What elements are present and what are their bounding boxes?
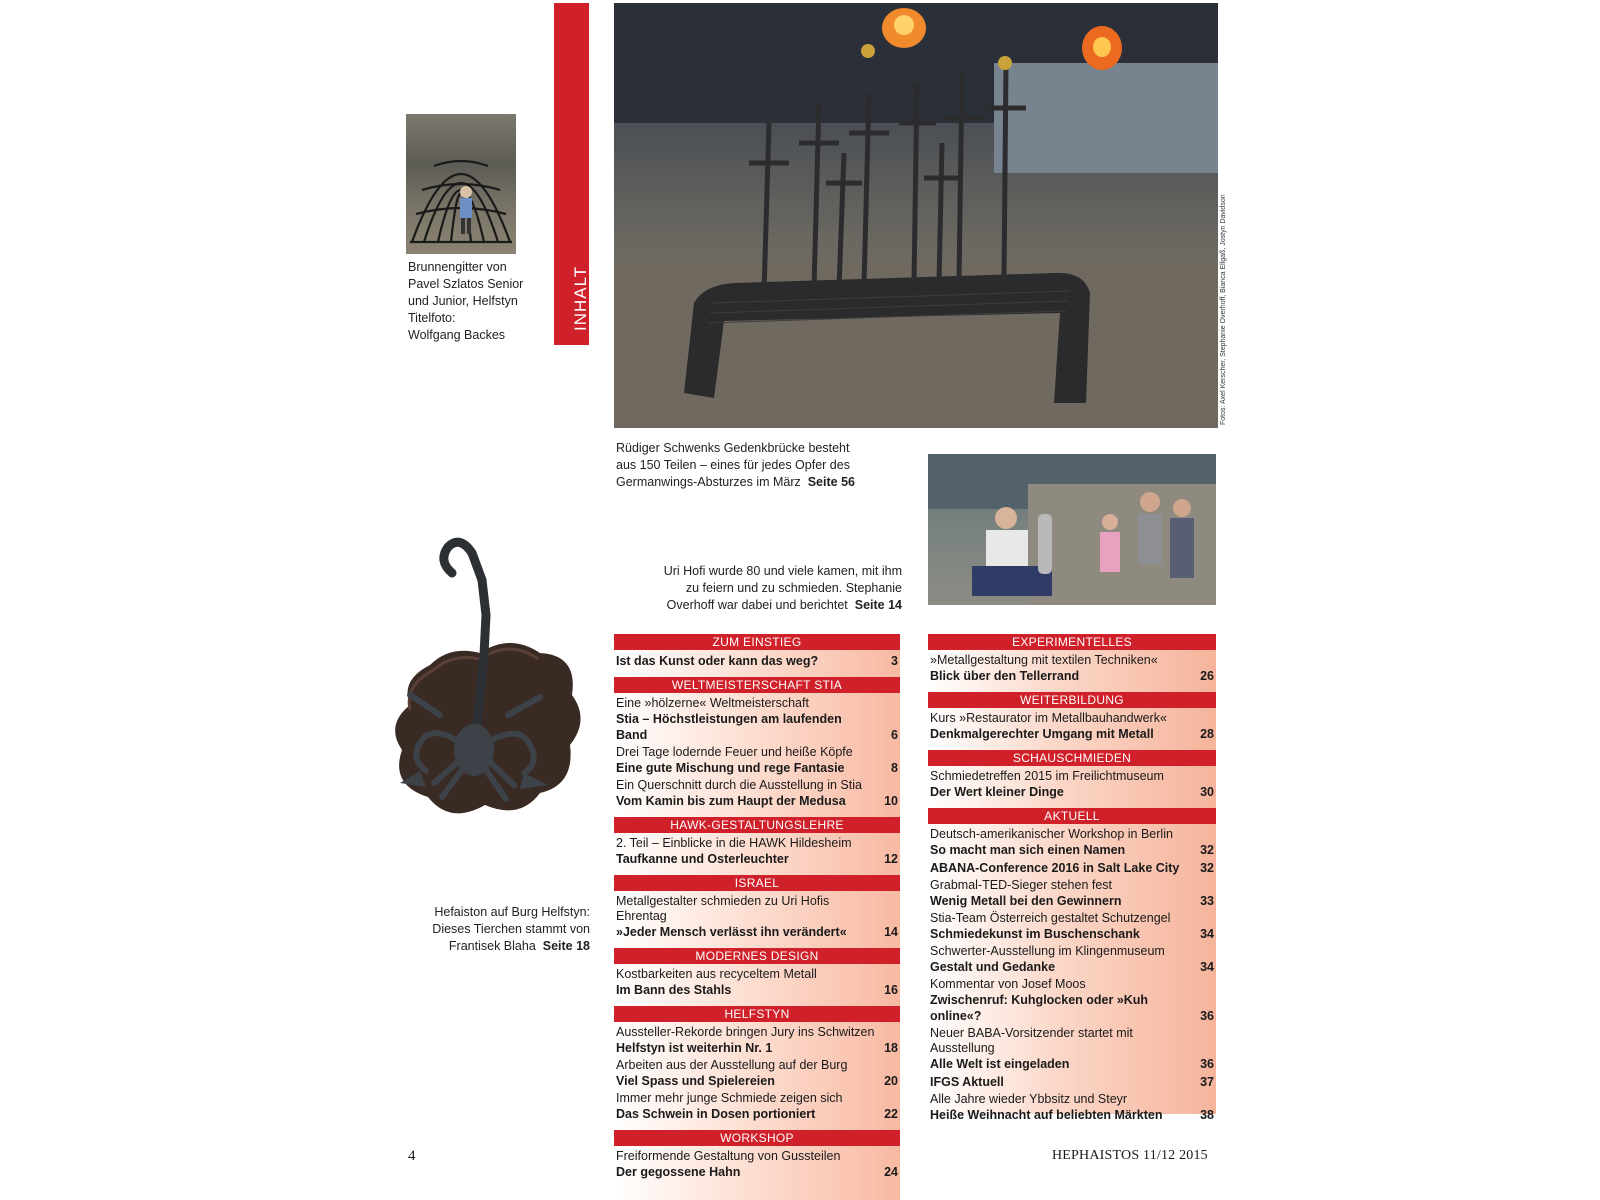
toc-entry-subtitle: Schwerter-Ausstellung im Klingenmuseum — [930, 944, 1165, 958]
toc-entry-title: Der Wert kleiner Dinge — [930, 785, 1064, 799]
toc-entry-title: Vom Kamin bis zum Haupt der Medusa — [616, 794, 846, 808]
toc-entry-subtitle: Neuer BABA-Vorsitzender startet mit Ausstellung — [930, 1026, 1133, 1055]
toc-right-column — [928, 634, 1216, 1122]
toc-entry-page: 34 — [1200, 960, 1214, 974]
fountain-grille-photo — [406, 114, 516, 254]
toc-entry-subtitle: Aussteller-Rekorde bringen Jury ins Schwitzen — [616, 1025, 875, 1039]
caption-line: Brunnengitter von — [408, 260, 507, 274]
toc-entry-title: Der gegossene Hahn — [616, 1165, 741, 1179]
toc-entry-page: 38 — [1200, 1108, 1214, 1122]
inhalt-vertical-bar — [554, 3, 589, 345]
toc-entry-subtitle: Deutsch-amerikanischer Workshop in Berlin — [930, 827, 1173, 841]
page-number: 4 — [408, 1148, 416, 1164]
toc-entry-page: 14 — [884, 925, 898, 939]
issue-label: HEPHAISTOS 11/12 2015 — [1052, 1148, 1208, 1163]
toc-entry-page: 36 — [1200, 1009, 1214, 1023]
caption-line: Rüdiger Schwenks Gedenkbrücke besteht — [616, 441, 850, 455]
caption-line: Uri Hofi wurde 80 und viele kamen, mit ihm — [663, 564, 902, 578]
toc-entry-page: 16 — [884, 983, 898, 997]
toc-entry-subtitle: Stia-Team Österreich gestaltet Schutzengel — [930, 911, 1171, 925]
toc-entry[interactable] — [928, 944, 1216, 975]
photo-credit — [1220, 194, 1234, 425]
toc-entry[interactable] — [928, 911, 1216, 942]
toc-section-header: SCHAUSCHMIEDEN — [928, 750, 1216, 766]
toc-entry-title: Zwischenruf: Kuhglocken oder »Kuh online«? — [930, 993, 1149, 1023]
toc-entry-title: Denkmalgerechter Umgang mit Metall — [930, 727, 1154, 741]
caption-line: und Junior, Helfstyn — [408, 294, 518, 308]
toc-entry-title: Heiße Weihnacht auf beliebten Märkten — [930, 1108, 1163, 1122]
toc-entry-title: Schmiedekunst im Buschenschank — [930, 927, 1140, 941]
toc-entry-subtitle: Freiformende Gestaltung von Gussteilen — [616, 1149, 841, 1163]
toc-entry-title: Taufkanne und Osterleuchter — [616, 852, 789, 866]
caption-line: Titelfoto: — [408, 311, 456, 325]
toc-entry-subtitle: Kurs »Restaurator im Metallbauhandwerk« — [930, 711, 1167, 725]
toc-entry[interactable] — [614, 1091, 900, 1122]
toc-section-header: WEITERBILDUNG — [928, 692, 1216, 708]
caption-line: Hefaiston auf Burg Helfstyn: — [434, 905, 590, 919]
caption-page-ref: Seite 14 — [854, 598, 902, 612]
toc-entry[interactable] — [614, 653, 900, 669]
toc-entry-title: Eine gute Mischung und rege Fantasie — [616, 761, 845, 775]
toc-entry[interactable] — [928, 860, 1216, 876]
caption-page-ref: Seite 56 — [807, 475, 855, 489]
toc-entry[interactable] — [928, 827, 1216, 858]
toc-entry[interactable] — [928, 977, 1216, 1024]
toc-entry-title: Blick über den Tellerrand — [930, 669, 1080, 683]
caption-line: Dieses Tierchen stammt von — [432, 922, 590, 936]
uri-hofi-photo — [928, 454, 1216, 605]
page-margin — [1244, 0, 1600, 1200]
toc-entry-page: 26 — [1200, 669, 1214, 683]
toc-entry-page: 28 — [1200, 727, 1214, 741]
toc-entry[interactable] — [928, 769, 1216, 800]
inhalt-label: INHALT — [571, 265, 590, 331]
toc-entry[interactable] — [928, 878, 1216, 909]
caption-page-ref: Seite 18 — [542, 939, 590, 953]
toc-entry-title: »Jeder Mensch verlässt ihn verändert« — [616, 925, 847, 939]
toc-entry[interactable] — [928, 1026, 1216, 1072]
toc-entry-page: 32 — [1200, 843, 1214, 857]
toc-section-header: ZUM EINSTIEG — [614, 634, 900, 650]
toc-entry[interactable] — [928, 1074, 1216, 1090]
toc-entry[interactable] — [928, 1092, 1216, 1123]
toc-entry-page: 30 — [1200, 785, 1214, 799]
toc-entry[interactable] — [614, 1058, 900, 1089]
toc-entry-page: 22 — [884, 1107, 898, 1121]
toc-entry-page: 6 — [891, 728, 898, 742]
toc-entry-page: 33 — [1200, 894, 1214, 908]
toc-entry-subtitle: »Metallgestaltung mit textilen Techniken« — [930, 653, 1158, 667]
toc-section-header: HELFSTYN — [614, 1006, 900, 1022]
toc-entry[interactable] — [614, 967, 900, 998]
caption-line: Overhoff war dabei und berichtet — [666, 598, 848, 612]
caption-line: Germanwings-Absturzes im März — [616, 475, 801, 489]
toc-entry[interactable] — [928, 711, 1216, 742]
toc-section-header: ISRAEL — [614, 875, 900, 891]
toc-entry-subtitle: Arbeiten aus der Ausstellung auf der Burg — [616, 1058, 848, 1072]
toc-entry[interactable] — [614, 894, 900, 940]
toc-entry-page: 37 — [1200, 1075, 1214, 1089]
toc-entry-subtitle: Eine »hölzerne« Weltmeisterschaft — [616, 696, 809, 710]
toc-entry-subtitle: Alle Jahre wieder Ybbsitz und Steyr — [930, 1092, 1128, 1106]
toc-entry-title: Alle Welt ist eingeladen — [930, 1057, 1070, 1071]
toc-entry[interactable] — [614, 696, 900, 743]
toc-section-header: WELTMEISTERSCHAFT STIA — [614, 677, 900, 693]
toc-section-header: HAWK-GESTALTUNGSLEHRE — [614, 817, 900, 833]
toc-entry-subtitle: Schmiedetreffen 2015 im Freilichtmuseum — [930, 769, 1164, 783]
caption-line: Wolfgang Backes — [408, 328, 506, 342]
toc-entry-subtitle: Grabmal-TED-Sieger stehen fest — [930, 878, 1113, 892]
toc-left-column — [614, 634, 900, 1200]
toc-entry[interactable] — [614, 1149, 900, 1180]
toc-entry-title: Ist das Kunst oder kann das weg? — [616, 654, 819, 668]
toc-entry[interactable] — [614, 836, 900, 867]
toc-entry-page: 18 — [884, 1041, 898, 1055]
toc-entry-subtitle: Ein Querschnitt durch die Ausstellung in Stia — [616, 778, 862, 792]
toc-entry-title: Stia – Höchstleistungen am laufenden Band — [616, 712, 842, 742]
toc-entry[interactable] — [614, 745, 900, 776]
toc-entry-subtitle: Kostbarkeiten aus recyceltem Metall — [616, 967, 817, 981]
toc-entry-subtitle: Kommentar von Josef Moos — [930, 977, 1086, 991]
toc-entry-page: 20 — [884, 1074, 898, 1088]
toc-section-header: EXPERIMENTELLES — [928, 634, 1216, 650]
toc-entry-page: 3 — [891, 654, 898, 668]
bridge-caption — [616, 440, 855, 491]
toc-section-header: MODERNES DESIGN — [614, 948, 900, 964]
toc-entry-subtitle: Drei Tage lodernde Feuer und heiße Köpfe — [616, 745, 853, 759]
toc-entry-page: 36 — [1200, 1057, 1214, 1071]
toc-entry[interactable] — [928, 653, 1216, 684]
memorial-bridge-photo — [614, 3, 1218, 428]
toc-entry-page: 24 — [884, 1165, 898, 1179]
toc-section-header: WORKSHOP — [614, 1130, 900, 1146]
toc-section-header: AKTUELL — [928, 808, 1216, 824]
toc-entry-title: Wenig Metall bei den Gewinnern — [930, 894, 1122, 908]
toc-entry-subtitle: 2. Teil – Einblicke in die HAWK Hildesheim — [616, 836, 852, 850]
hofi-caption — [630, 563, 902, 614]
toc-entry-title: Helfstyn ist weiterhin Nr. 1 — [616, 1041, 773, 1055]
photo-credit-text: Fotos: Axel Kerscher, Stephanie Overhoff, Bianca Ellgaß, Jostyn Davidson — [1220, 194, 1227, 425]
toc-entry-title: Gestalt und Gedanke — [930, 960, 1056, 974]
toc-entry-title: Viel Spass und Spielereien — [616, 1074, 775, 1088]
toc-entry-title: So macht man sich einen Namen — [930, 843, 1126, 857]
toc-entry-page: 8 — [891, 761, 898, 775]
toc-entry-page: 32 — [1200, 861, 1214, 875]
toc-entry-title: Im Bann des Stahls — [616, 983, 732, 997]
scorpion-caption — [398, 904, 590, 955]
toc-entry-title: IFGS Aktuell — [930, 1075, 1004, 1089]
fountain-caption — [408, 259, 523, 344]
toc-entry[interactable] — [614, 1025, 900, 1056]
caption-line: Pavel Szlatos Senior — [408, 277, 524, 291]
toc-entry-page: 34 — [1200, 927, 1214, 941]
toc-entry-page: 10 — [884, 794, 898, 808]
caption-line: aus 150 Teilen – eines für jedes Opfer des — [616, 458, 850, 472]
toc-entry-title: ABANA-Conference 2016 in Salt Lake City — [930, 861, 1180, 875]
scorpion-sculpture-photo — [380, 535, 590, 845]
caption-line: Frantisek Blaha — [448, 939, 536, 953]
toc-entry-subtitle: Immer mehr junge Schmiede zeigen sich — [616, 1091, 843, 1105]
toc-entry[interactable] — [614, 778, 900, 809]
toc-entry-title: Das Schwein in Dosen portioniert — [616, 1107, 816, 1121]
caption-line: zu feiern und zu schmieden. Stephanie — [685, 581, 902, 595]
toc-entry-subtitle: Metallgestalter schmieden zu Uri Hofis Ehrentag — [616, 894, 830, 923]
toc-entry-page: 12 — [884, 852, 898, 866]
